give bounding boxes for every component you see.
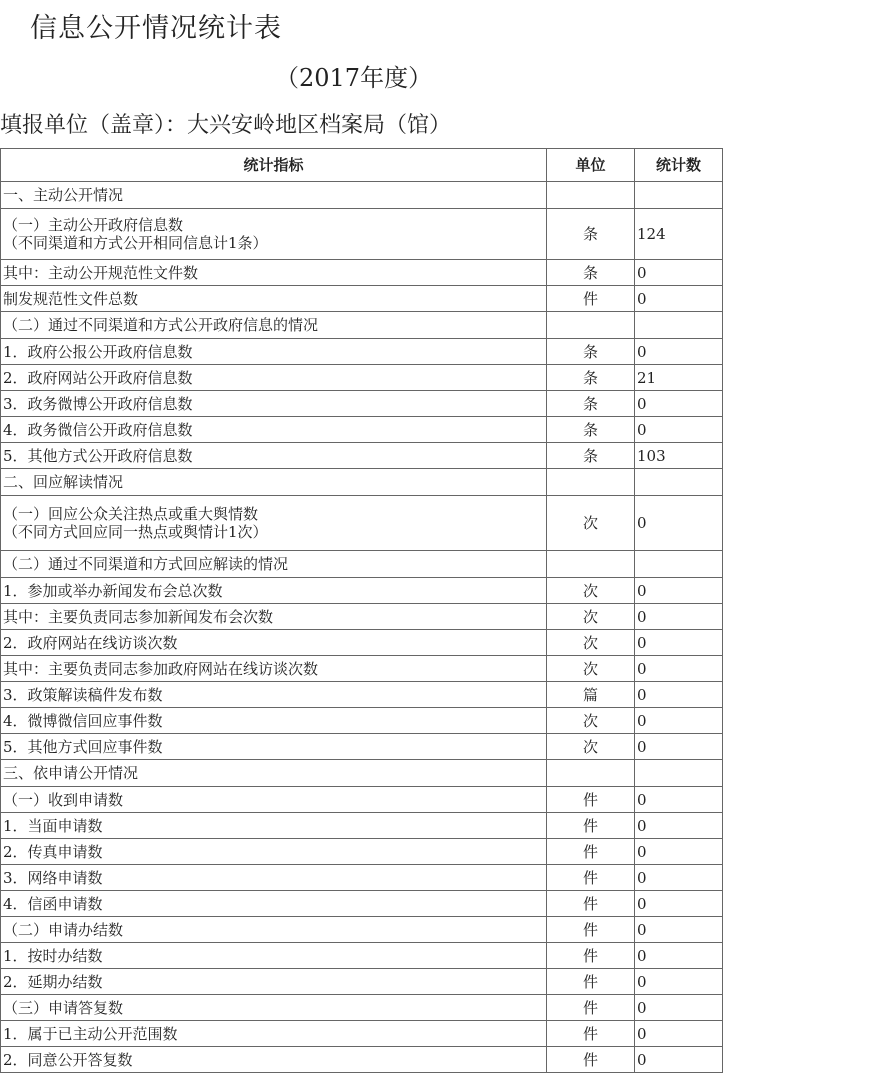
row-count: 0 <box>635 787 723 813</box>
table-row <box>1 286 723 312</box>
table-row <box>1 891 723 917</box>
row-count: 0 <box>635 995 723 1021</box>
row-unit: 次 <box>547 630 635 656</box>
indicator-text: 2．同意公开答复数 <box>3 1050 133 1069</box>
row-unit: 条 <box>547 365 635 391</box>
row-count: 0 <box>635 286 723 312</box>
table-row <box>1 469 723 496</box>
row-count: 0 <box>635 260 723 286</box>
indicator-text: 1．属于已主动公开范围数 <box>3 1024 178 1043</box>
row-unit: 条 <box>547 339 635 365</box>
table-row <box>1 365 723 391</box>
row-indicator <box>1 391 547 417</box>
table-body <box>1 182 723 1073</box>
row-count: 0 <box>635 839 723 865</box>
row-indicator <box>1 286 547 312</box>
row-count <box>635 760 723 787</box>
row-unit: 件 <box>547 943 635 969</box>
table-row <box>1 496 723 551</box>
row-indicator <box>1 682 547 708</box>
table-row <box>1 182 723 209</box>
row-unit: 件 <box>547 891 635 917</box>
header-count: 统计数 <box>635 149 723 182</box>
indicator-text: 三、依申请公开情况 <box>3 764 139 782</box>
row-count: 103 <box>635 443 723 469</box>
row-indicator <box>1 839 547 865</box>
table-row <box>1 312 723 339</box>
row-unit: 件 <box>547 995 635 1021</box>
row-unit <box>547 182 635 209</box>
row-unit: 件 <box>547 1021 635 1047</box>
row-count: 0 <box>635 630 723 656</box>
row-unit <box>547 469 635 496</box>
row-unit: 次 <box>547 734 635 760</box>
row-unit: 条 <box>547 417 635 443</box>
table-row <box>1 656 723 682</box>
header-indicator: 统计指标 <box>1 149 547 182</box>
row-unit: 篇 <box>547 682 635 708</box>
table-row <box>1 443 723 469</box>
row-count <box>635 551 723 578</box>
indicator-text: （一）回应公众关注热点或重大舆情数 <box>3 505 259 523</box>
row-count <box>635 182 723 209</box>
row-indicator <box>1 943 547 969</box>
indicator-text: 1．政府公报公开政府信息数 <box>3 342 193 361</box>
indicator-text: 2．政府网站在线访谈次数 <box>3 633 178 652</box>
table-row <box>1 209 723 260</box>
row-indicator <box>1 891 547 917</box>
row-unit: 条 <box>547 260 635 286</box>
indicator-text: 3．政务微博公开政府信息数 <box>3 394 193 413</box>
row-indicator <box>1 443 547 469</box>
row-indicator <box>1 209 547 260</box>
table-row <box>1 1021 723 1047</box>
row-unit: 条 <box>547 391 635 417</box>
table-row <box>1 682 723 708</box>
row-indicator <box>1 260 547 286</box>
table-row <box>1 417 723 443</box>
row-indicator <box>1 1021 547 1047</box>
row-unit: 次 <box>547 708 635 734</box>
report-year: （2017年度） <box>275 64 433 92</box>
indicator-text: （二）通过不同渠道和方式公开政府信息的情况 <box>3 316 319 334</box>
row-unit: 件 <box>547 969 635 995</box>
row-count <box>635 469 723 496</box>
row-unit <box>547 312 635 339</box>
indicator-text: 5．其他方式回应事件数 <box>3 737 163 756</box>
table-row <box>1 260 723 286</box>
indicator-text: 5．其他方式公开政府信息数 <box>3 446 193 465</box>
indicator-note: （不同渠道和方式公开相同信息计1条） <box>3 234 268 252</box>
row-count <box>635 312 723 339</box>
indicator-text: 3．政策解读稿件发布数 <box>3 685 163 704</box>
table-row <box>1 995 723 1021</box>
indicator-text: 制发规范性文件总数 <box>3 289 139 308</box>
indicator-text: （一）主动公开政府信息数 <box>3 216 184 234</box>
table-row <box>1 917 723 943</box>
table-row <box>1 630 723 656</box>
indicator-text: 2．延期办结数 <box>3 972 103 991</box>
row-count: 0 <box>635 496 723 551</box>
table-row <box>1 787 723 813</box>
row-indicator <box>1 365 547 391</box>
row-count: 0 <box>635 813 723 839</box>
table-row <box>1 578 723 604</box>
row-unit: 件 <box>547 813 635 839</box>
row-unit <box>547 551 635 578</box>
row-indicator <box>1 813 547 839</box>
row-count: 0 <box>635 682 723 708</box>
statistics-table <box>0 148 723 1073</box>
row-indicator <box>1 865 547 891</box>
indicator-text: 其中：主动公开规范性文件数 <box>3 263 199 282</box>
table-row <box>1 391 723 417</box>
row-indicator <box>1 656 547 682</box>
row-unit: 条 <box>547 209 635 260</box>
row-count: 0 <box>635 865 723 891</box>
indicator-text: 2．传真申请数 <box>3 842 103 861</box>
table-row <box>1 813 723 839</box>
row-indicator <box>1 969 547 995</box>
indicator-text: 一、主动公开情况 <box>3 186 124 204</box>
row-unit: 件 <box>547 839 635 865</box>
indicator-text: 1．参加或举办新闻发布会总次数 <box>3 581 223 600</box>
row-count: 0 <box>635 734 723 760</box>
reporting-unit: 填报单位（盖章）：大兴安岭地区档案局（馆） <box>0 113 452 138</box>
indicator-text: 4．政务微信公开政府信息数 <box>3 420 193 439</box>
table-row <box>1 839 723 865</box>
row-unit <box>547 760 635 787</box>
row-indicator <box>1 496 547 551</box>
row-unit: 件 <box>547 1047 635 1073</box>
indicator-text: 4．微博微信回应事件数 <box>3 711 163 730</box>
row-count: 21 <box>635 365 723 391</box>
row-unit: 件 <box>547 787 635 813</box>
row-count: 0 <box>635 604 723 630</box>
row-indicator <box>1 578 547 604</box>
indicator-text: 1．当面申请数 <box>3 816 103 835</box>
row-unit: 次 <box>547 604 635 630</box>
indicator-text: 4．信函申请数 <box>3 894 103 913</box>
row-count: 0 <box>635 656 723 682</box>
row-count: 0 <box>635 969 723 995</box>
row-count: 0 <box>635 1047 723 1073</box>
row-count: 0 <box>635 417 723 443</box>
row-indicator <box>1 1047 547 1073</box>
row-unit: 条 <box>547 443 635 469</box>
indicator-text: 二、回应解读情况 <box>3 473 124 491</box>
row-count: 0 <box>635 891 723 917</box>
row-indicator <box>1 182 547 209</box>
table-row <box>1 969 723 995</box>
table-row <box>1 604 723 630</box>
table-row <box>1 339 723 365</box>
table-row <box>1 943 723 969</box>
row-count: 0 <box>635 339 723 365</box>
indicator-text: （二）通过不同渠道和方式回应解读的情况 <box>3 555 289 573</box>
row-unit: 件 <box>547 286 635 312</box>
row-indicator <box>1 787 547 813</box>
row-indicator <box>1 760 547 787</box>
row-indicator <box>1 551 547 578</box>
row-count: 0 <box>635 1021 723 1047</box>
table-header-row <box>1 149 723 182</box>
row-unit: 件 <box>547 917 635 943</box>
row-indicator <box>1 417 547 443</box>
table-row <box>1 551 723 578</box>
indicator-text: （三）申请答复数 <box>3 998 124 1017</box>
row-count: 0 <box>635 708 723 734</box>
table-row <box>1 865 723 891</box>
row-unit: 件 <box>547 865 635 891</box>
indicator-text: （一）收到申请数 <box>3 790 124 809</box>
indicator-text: 其中：主要负责同志参加政府网站在线访谈次数 <box>3 659 319 678</box>
table-row <box>1 734 723 760</box>
row-count: 124 <box>635 209 723 260</box>
row-indicator <box>1 469 547 496</box>
document-title: 信息公开情况统计表 <box>30 13 282 44</box>
row-indicator <box>1 312 547 339</box>
table-row <box>1 760 723 787</box>
table-row <box>1 708 723 734</box>
row-count: 0 <box>635 391 723 417</box>
row-indicator <box>1 630 547 656</box>
row-unit: 次 <box>547 578 635 604</box>
row-unit: 次 <box>547 496 635 551</box>
row-indicator <box>1 917 547 943</box>
row-unit: 次 <box>547 656 635 682</box>
row-indicator <box>1 604 547 630</box>
table-row <box>1 1047 723 1073</box>
indicator-text: （二）申请办结数 <box>3 920 124 939</box>
row-count: 0 <box>635 917 723 943</box>
row-indicator <box>1 995 547 1021</box>
indicator-text: 其中：主要负责同志参加新闻发布会次数 <box>3 607 274 626</box>
row-indicator <box>1 708 547 734</box>
indicator-note: （不同方式回应同一热点或舆情计1次） <box>3 523 268 541</box>
row-indicator <box>1 734 547 760</box>
indicator-text: 2．政府网站公开政府信息数 <box>3 368 193 387</box>
indicator-text: 3．网络申请数 <box>3 868 103 887</box>
header-unit: 单位 <box>547 149 635 182</box>
row-count: 0 <box>635 578 723 604</box>
row-count: 0 <box>635 943 723 969</box>
row-indicator <box>1 339 547 365</box>
indicator-text: 1．按时办结数 <box>3 946 103 965</box>
